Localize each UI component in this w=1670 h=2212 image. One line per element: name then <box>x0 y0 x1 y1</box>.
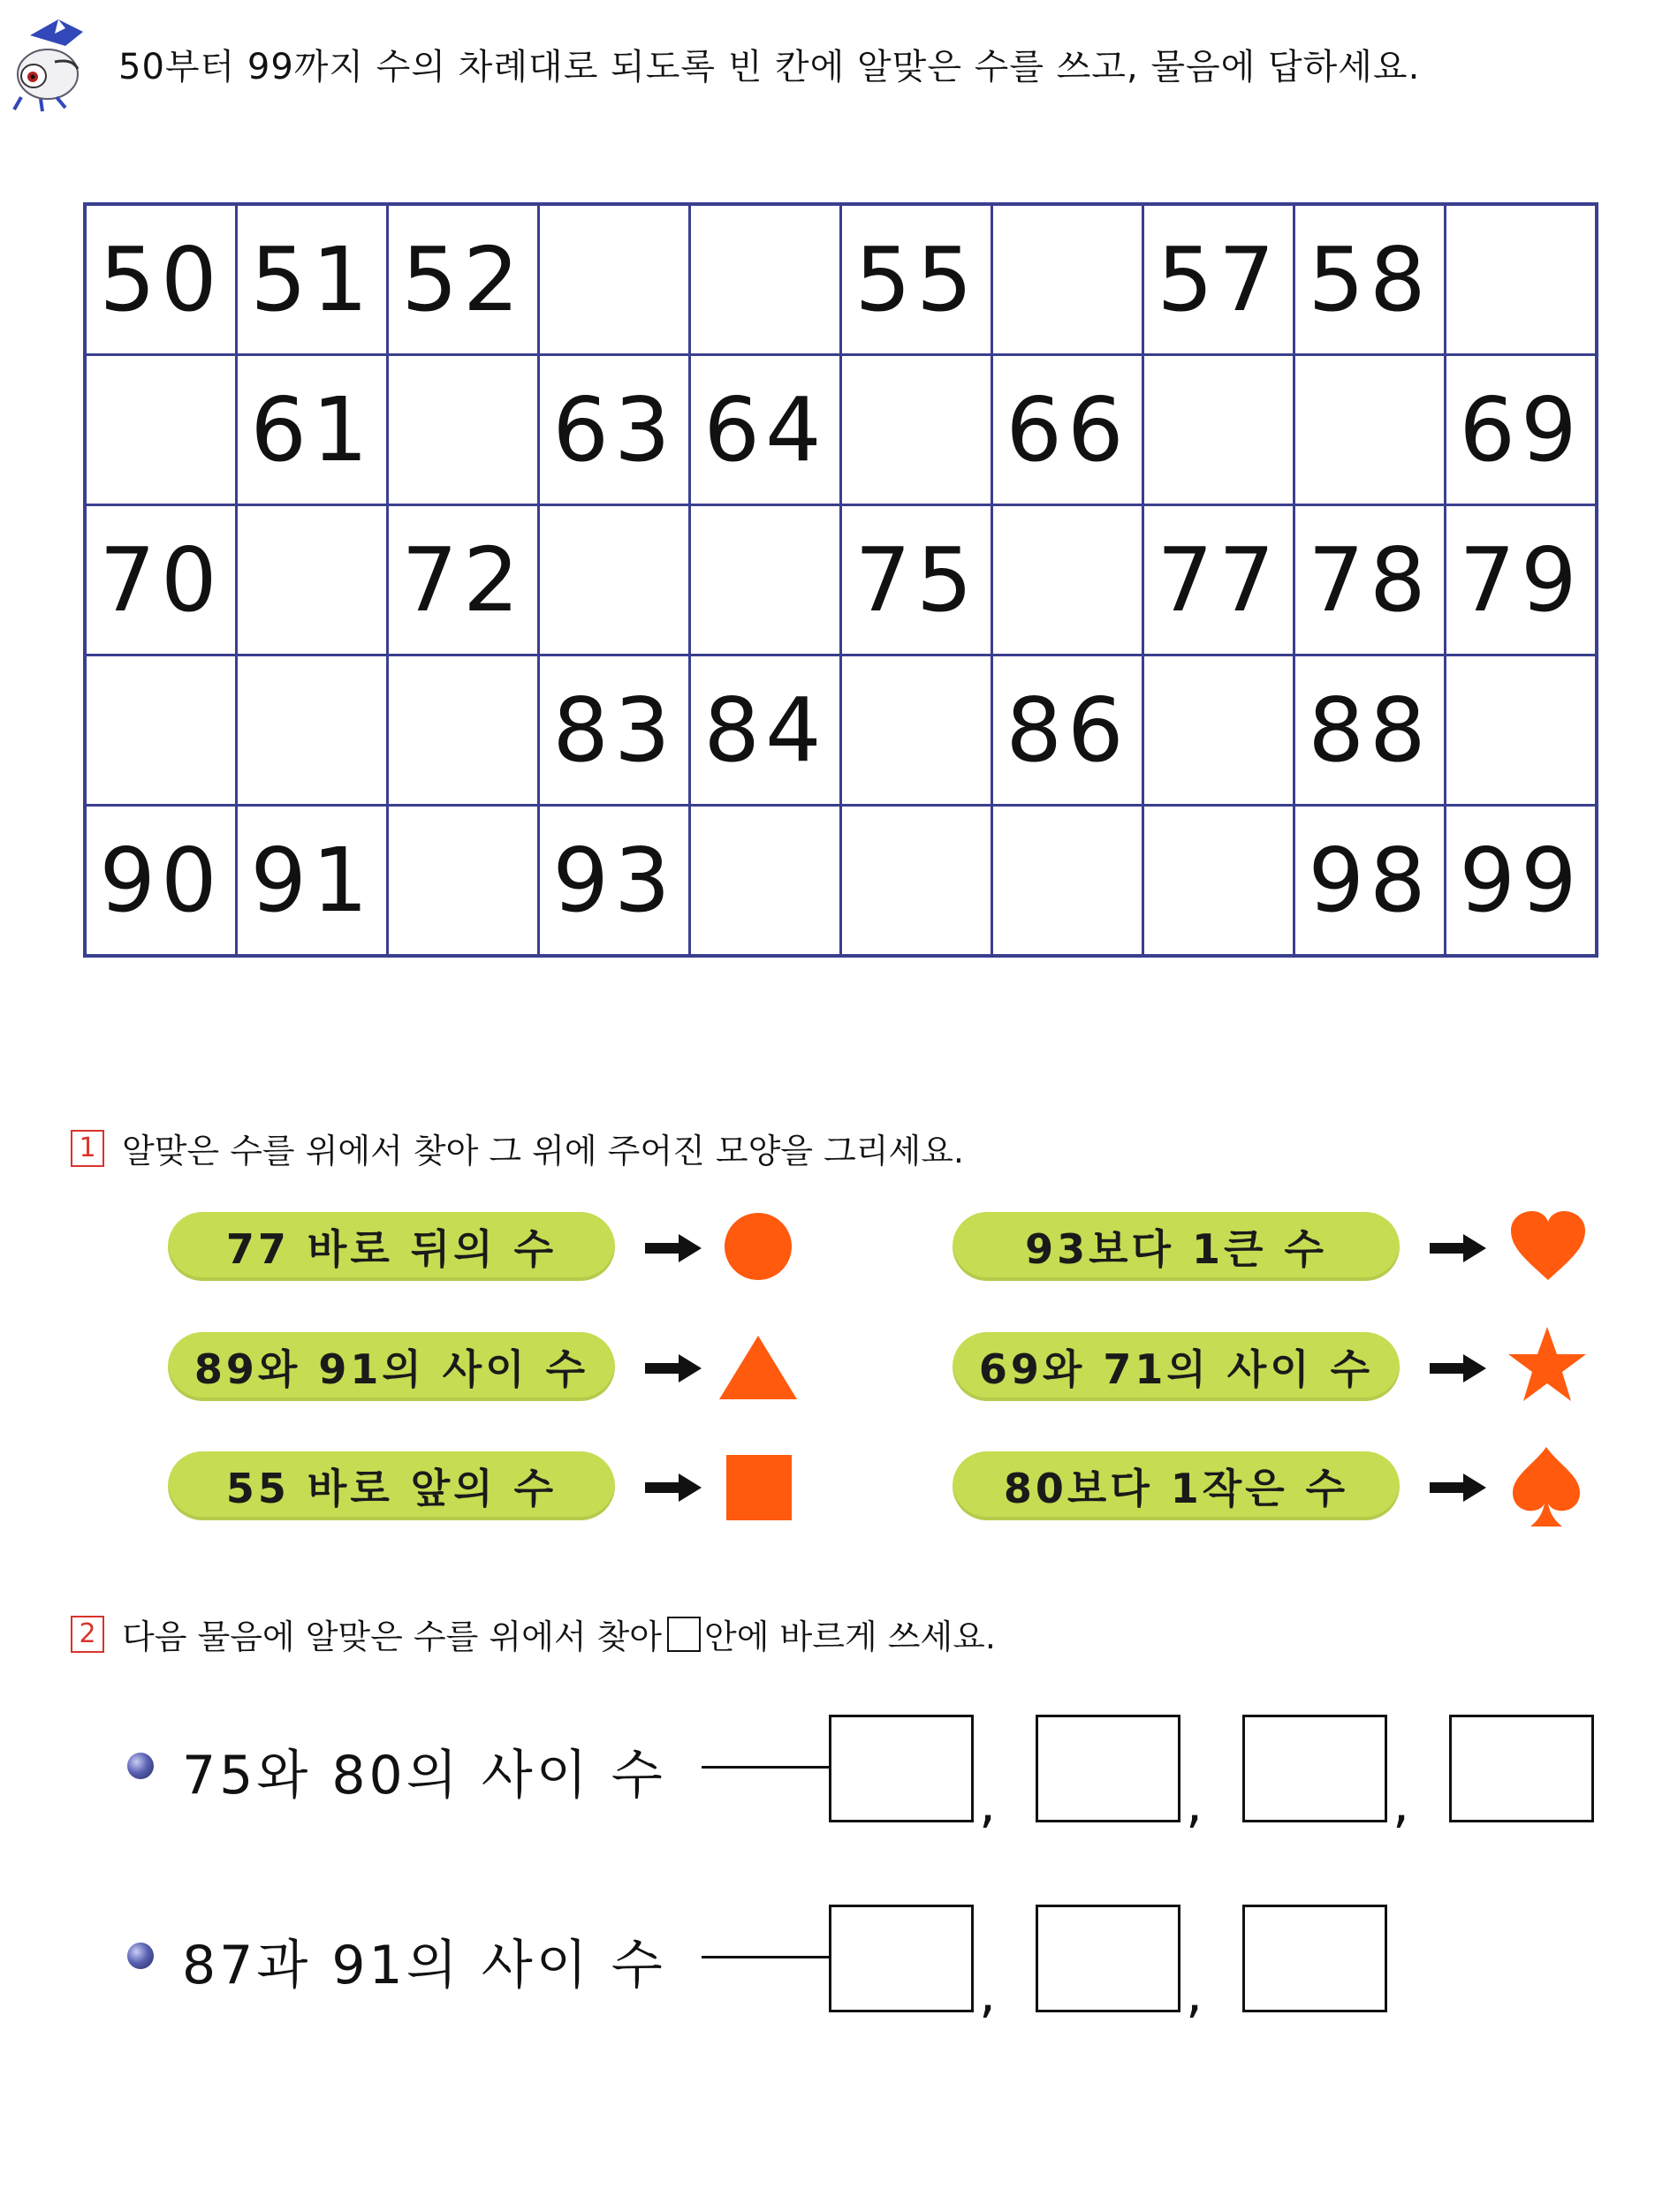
answer-box[interactable] <box>1036 1905 1180 2012</box>
arrow-right-icon <box>643 1351 703 1386</box>
grid-cell[interactable]: 90 <box>85 806 237 957</box>
grid-row <box>85 204 1597 355</box>
grid-cell[interactable]: 88 <box>1294 655 1446 806</box>
comma: , <box>979 1773 997 1835</box>
grid-cell[interactable]: 70 <box>85 505 237 655</box>
comma: , <box>1186 1773 1203 1835</box>
grid-cell[interactable]: 61 <box>237 355 388 505</box>
mascot-character-icon <box>4 16 101 113</box>
bullet-icon <box>127 1943 154 1969</box>
grid-cell[interactable] <box>388 355 539 505</box>
grid-cell[interactable] <box>85 655 237 806</box>
grid-cell[interactable]: 51 <box>237 204 388 355</box>
grid-cell[interactable]: 69 <box>1446 355 1598 505</box>
section2-title-after: 안에 바르게 쓰세요. <box>704 1617 996 1656</box>
grid-cell[interactable]: 57 <box>1143 204 1294 355</box>
grid-cell[interactable]: 58 <box>1294 204 1446 355</box>
clue-pill: 55 바로 앞의 수 <box>168 1451 615 1520</box>
clue-pill: 89와 91의 사이 수 <box>168 1332 615 1401</box>
grid-cell[interactable] <box>1446 655 1598 806</box>
grid-cell[interactable]: 78 <box>1294 505 1446 655</box>
clue-pill: 80보다 1작은 수 <box>953 1451 1400 1520</box>
grid-cell[interactable] <box>690 505 841 655</box>
grid-cell[interactable]: 91 <box>237 806 388 957</box>
arrow-right-icon <box>643 1231 703 1266</box>
answer-box[interactable] <box>829 1715 974 1822</box>
square-icon <box>725 1453 795 1524</box>
grid-cell[interactable] <box>539 204 690 355</box>
comma: , <box>979 1963 997 2025</box>
arrow-right-icon <box>1428 1470 1488 1505</box>
grid-cell[interactable] <box>388 655 539 806</box>
bullet-icon <box>127 1753 154 1779</box>
number-grid <box>83 202 1598 958</box>
grid-cell[interactable]: 52 <box>388 204 539 355</box>
grid-cell[interactable]: 72 <box>388 505 539 655</box>
grid-cell[interactable] <box>1446 204 1598 355</box>
instruction-text: 50부터 99까지 수의 차례대로 되도록 빈 칸에 알맞은 수를 쓰고, 물음에 답하세요. <box>118 47 1421 87</box>
grid-cell[interactable] <box>1143 655 1294 806</box>
arrow-right-icon <box>643 1470 703 1505</box>
answer-box[interactable] <box>1242 1905 1387 2012</box>
grid-cell[interactable]: 75 <box>841 505 992 655</box>
arrow-right-icon <box>1428 1231 1488 1266</box>
grid-cell[interactable]: 50 <box>85 204 237 355</box>
grid-cell[interactable] <box>539 505 690 655</box>
clue-pill: 69와 71의 사이 수 <box>953 1332 1400 1401</box>
section1-number: 1 <box>71 1130 104 1167</box>
grid-cell[interactable]: 79 <box>1446 505 1598 655</box>
section1-header <box>71 1124 964 1172</box>
grid-cell[interactable] <box>841 355 992 505</box>
question-text: 87과 91의 사이 수 <box>182 1935 666 1996</box>
grid-row <box>85 806 1597 957</box>
connector-line <box>702 1766 829 1769</box>
grid-cell[interactable] <box>1143 355 1294 505</box>
grid-cell[interactable] <box>841 806 992 957</box>
grid-cell[interactable] <box>237 655 388 806</box>
answer-box[interactable] <box>1242 1715 1387 1822</box>
section2-header <box>71 1610 996 1658</box>
star-icon <box>1507 1325 1587 1405</box>
connector-line <box>702 1956 829 1958</box>
grid-cell[interactable] <box>1143 806 1294 957</box>
grid-cell[interactable]: 66 <box>992 355 1143 505</box>
grid-cell[interactable]: 93 <box>539 806 690 957</box>
grid-cell[interactable] <box>237 505 388 655</box>
section2-title-before: 다음 물음에 알맞은 수를 위에서 찾아 <box>122 1617 663 1656</box>
grid-cell[interactable] <box>388 806 539 957</box>
spade-icon <box>1511 1445 1582 1528</box>
section1-title: 알맞은 수를 위에서 찾아 그 위에 주어진 모양을 그리세요. <box>122 1132 964 1170</box>
answer-box[interactable] <box>1449 1715 1594 1822</box>
arrow-right-icon <box>1428 1351 1488 1386</box>
answer-box-symbol <box>667 1617 701 1652</box>
grid-cell[interactable]: 84 <box>690 655 841 806</box>
grid-cell[interactable]: 63 <box>539 355 690 505</box>
clue-pill: 77 바로 뒤의 수 <box>168 1212 615 1281</box>
grid-cell[interactable] <box>690 806 841 957</box>
heart-icon <box>1509 1211 1587 1282</box>
clue-pill: 93보다 1큰 수 <box>953 1212 1400 1281</box>
grid-cell[interactable]: 83 <box>539 655 690 806</box>
grid-cell[interactable] <box>690 204 841 355</box>
grid-cell[interactable] <box>992 505 1143 655</box>
comma: , <box>1186 1963 1203 2025</box>
triangle-icon <box>717 1332 799 1403</box>
comma: , <box>1393 1773 1410 1835</box>
grid-cell[interactable] <box>841 655 992 806</box>
grid-cell[interactable] <box>992 204 1143 355</box>
grid-row <box>85 505 1597 655</box>
grid-row <box>85 355 1597 505</box>
grid-cell[interactable]: 55 <box>841 204 992 355</box>
circle-icon <box>723 1211 793 1282</box>
grid-cell[interactable] <box>85 355 237 505</box>
question-text: 75와 80의 사이 수 <box>182 1745 666 1807</box>
grid-cell[interactable]: 64 <box>690 355 841 505</box>
grid-row <box>85 655 1597 806</box>
grid-cell[interactable]: 99 <box>1446 806 1598 957</box>
section2-number: 2 <box>71 1616 104 1653</box>
grid-cell[interactable] <box>992 806 1143 957</box>
grid-cell[interactable]: 86 <box>992 655 1143 806</box>
grid-cell[interactable] <box>1294 355 1446 505</box>
answer-box[interactable] <box>829 1905 974 2012</box>
answer-box[interactable] <box>1036 1715 1180 1822</box>
grid-cell[interactable]: 98 <box>1294 806 1446 957</box>
grid-cell[interactable]: 77 <box>1143 505 1294 655</box>
